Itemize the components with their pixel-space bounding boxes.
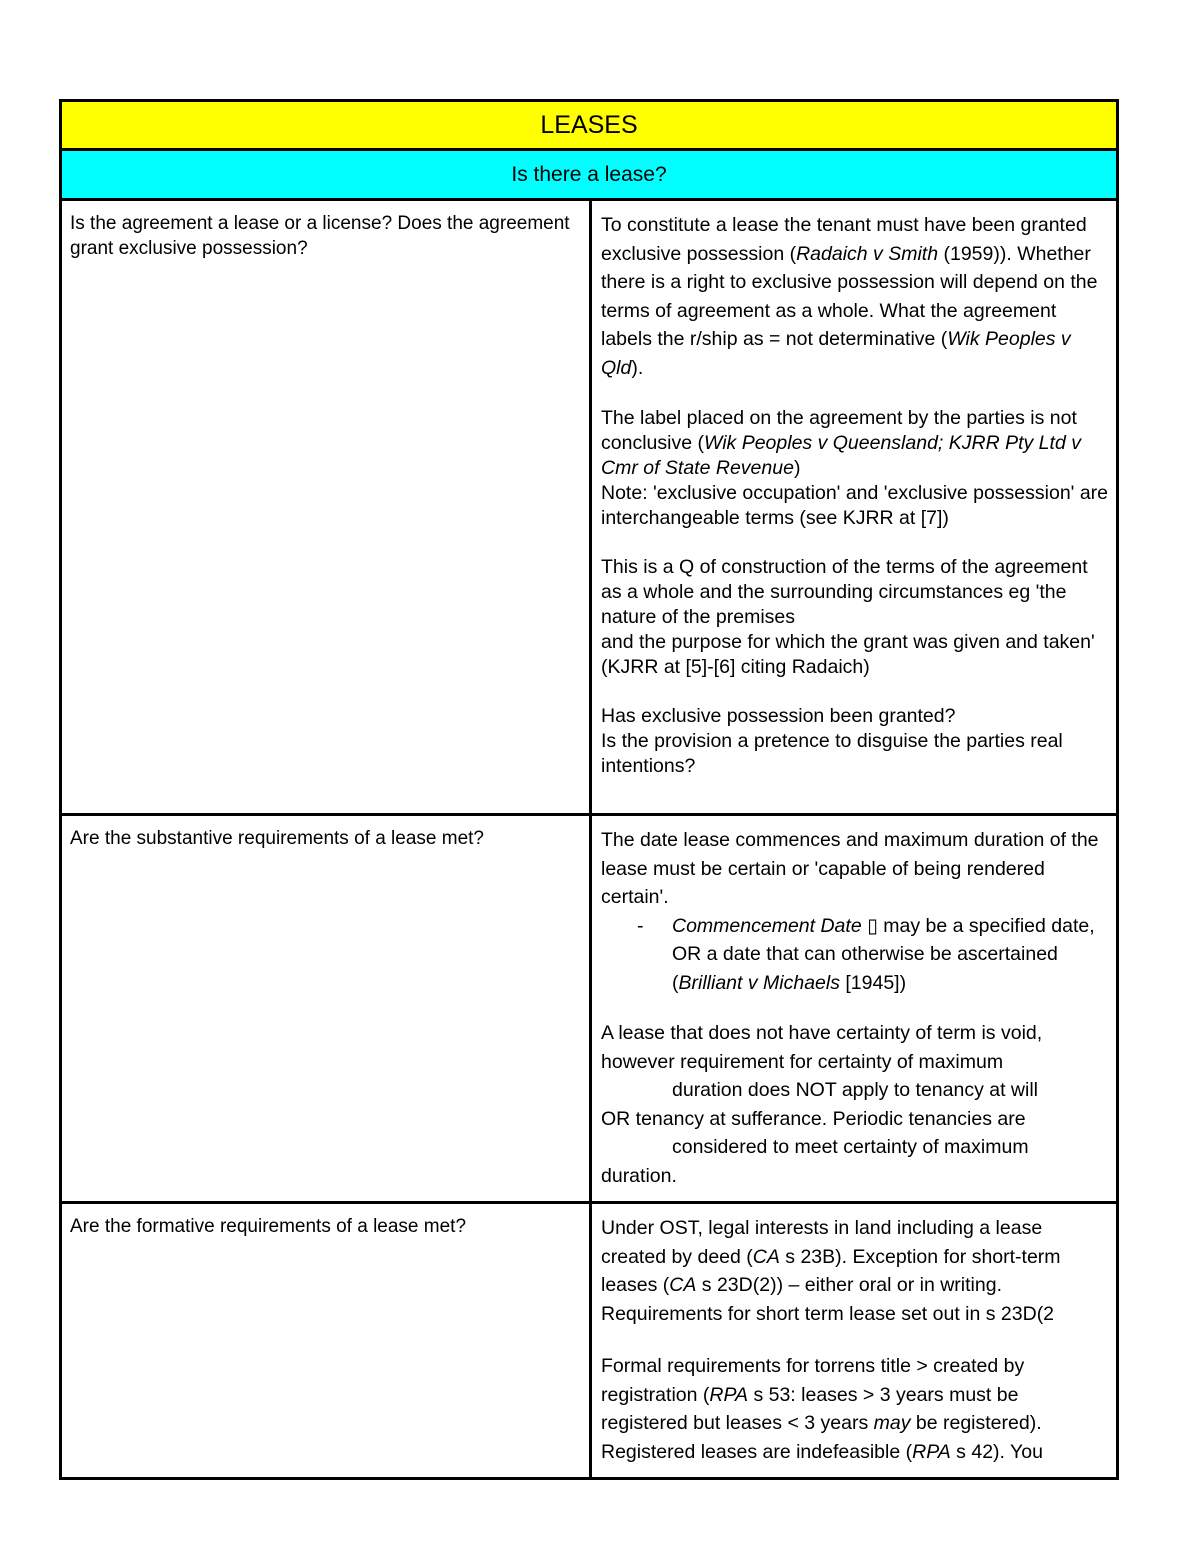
answer-cell (592, 201, 1116, 813)
question-cell: Is the agreement a lease or a license? Does the agreement grant exclusive possession? (62, 201, 592, 813)
answer-line: duration. (601, 1164, 677, 1187)
bullet-item: - Commencement Date ▯ may be a specified date, OR a date that can otherwise be ascertained (Brilliant v Michaels [1945]) (601, 912, 1108, 998)
answer-paragraph: Is the provision a pretence to disguise the parties real intentions? (601, 730, 1063, 777)
answer-line: A lease that does not have certainty of term is void, (601, 1022, 1043, 1044)
answer-paragraph: Has exclusive possession been granted? (601, 705, 956, 727)
question-cell: Are the formative requirements of a lease met? (62, 1204, 592, 1477)
answer-paragraph: To constitute a lease the tenant must have been granted exclusive possession (Radaich v Smith (1959)). Whether there is a right to exclusive possession will depend on the terms of agreement as a whole. What the agreement labels the r/ship as = not determinative (Wik Peoples v Qld). (601, 214, 1098, 379)
table-subtitle: Is there a lease? (59, 151, 1119, 201)
table-title: LEASES (59, 99, 1119, 151)
answer-paragraph: The date lease commences and maximum duration of the lease must be certain or 'capable of being rendered certain'. (601, 829, 1099, 908)
answer-line: OR tenancy at sufferance. Periodic tenancies are (601, 1107, 1026, 1130)
answer-line: however requirement for certainty of maximum (601, 1050, 1004, 1073)
answer-cell (592, 1204, 1116, 1477)
leases-table (59, 99, 1119, 1480)
answer-line: considered to meet certainty of maximum (672, 1136, 1029, 1158)
answer-paragraph: and the purpose for which the grant was given and taken' (KJRR at [5]-[6] citing Radaich) (601, 631, 1095, 678)
bullet-dash: - (637, 914, 644, 937)
answer-cell (592, 816, 1116, 1201)
question-cell: Are the substantive requirements of a lease met? (62, 816, 592, 1201)
table-row (59, 201, 1119, 816)
answer-line: duration does NOT apply to tenancy at will (672, 1079, 1039, 1101)
answer-paragraph: Formal requirements for torrens title > created by registration (RPA s 53: leases > 3 years must be registered but leases < 3 years may be registered). Registered leases are indefeasible (RPA s 42). You (601, 1355, 1043, 1463)
answer-paragraph: Under OST, legal interests in land including a lease created by deed (CA s 23B). Exception for short-term leases (CA s 23D(2)) – either oral or in writing. Requirements for short term lease set out in s 23D(2 (601, 1217, 1061, 1325)
answer-paragraph: The label placed on the agreement by the parties is not conclusive (Wik Peoples v Queensland; KJRR Pty Ltd v Cmr of State Revenue) (601, 407, 1081, 479)
missing-glyph-icon: ▯ (867, 914, 878, 937)
answer-paragraph: This is a Q of construction of the terms of the agreement as a whole and the surrounding circumstances eg 'the nature of the premises (601, 556, 1088, 628)
table-row (59, 1204, 1119, 1480)
answer-note: Note: 'exclusive occupation' and 'exclusive possession' are interchangeable terms (see KJRR at [7]) (601, 482, 1108, 529)
table-row (59, 816, 1119, 1204)
